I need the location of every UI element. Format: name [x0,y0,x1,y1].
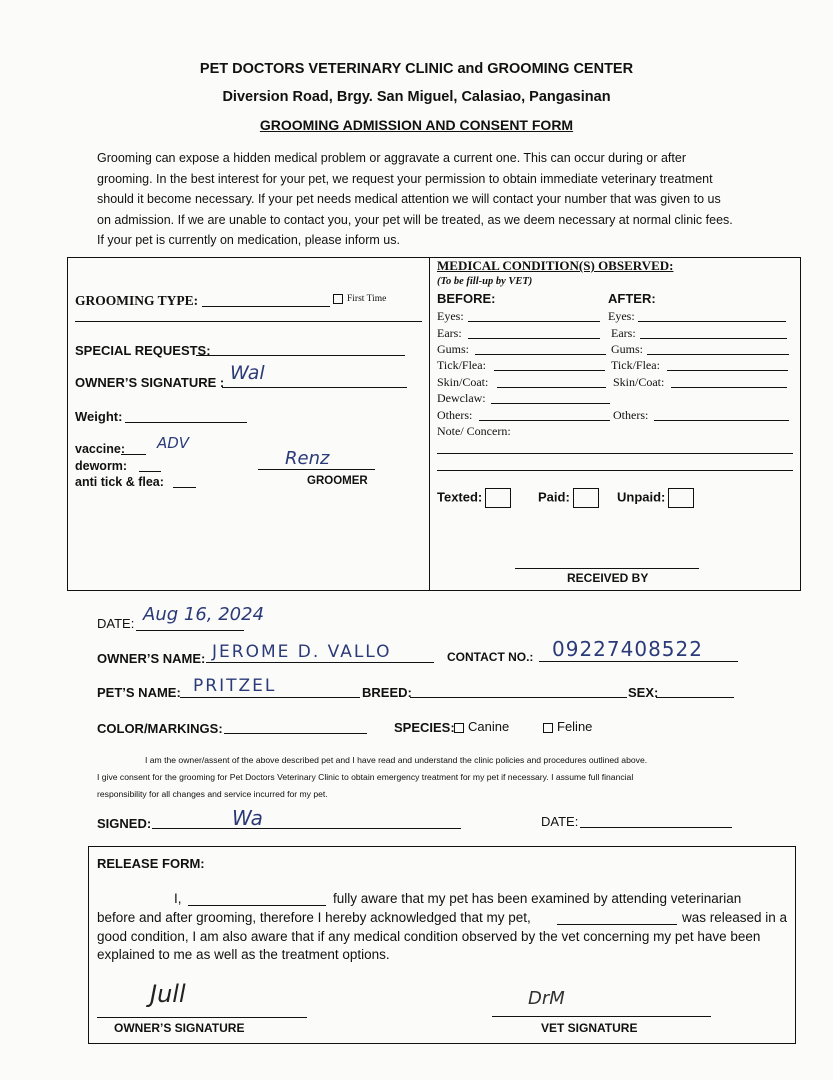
vaccine-field[interactable] [121,454,146,455]
medical-title: MEDICAL CONDITION(S) OBSERVED: [437,258,674,273]
release-form-box [88,846,796,1044]
intro-line: should it become necessary. If your pet needs medical attention we will contact your number that was given to us [97,192,721,206]
before-others: Others: [437,408,473,422]
box-divider [429,258,430,590]
unpaid-label: Unpaid: [617,489,666,505]
checkbox-icon[interactable] [454,723,464,733]
release-line3: good condition, I am also aware that if any medical condition observed by the vet concerning my pet have been [97,929,761,944]
before-skin-field[interactable] [497,387,606,388]
consent-line: responsibility for all changes and service incurred for my pet. [97,789,328,799]
release-line2: before and after grooming, therefore I hereby acknowledged that my pet, [97,910,531,925]
signed-date-label: DATE: [541,814,579,829]
consent-paragraph [97,752,757,803]
date-field[interactable] [136,630,244,631]
release-line1: fully aware that my pet has been examined by attending veterinarian [333,891,742,906]
feline-label: Feline [557,719,593,734]
sex-field[interactable] [656,697,734,698]
form-title: GROOMING ADMISSION AND CONSENT FORM [259,117,574,133]
after-tick: Tick/Flea: [611,358,660,372]
contact-handwriting: 09227408522 [552,637,703,661]
before-ears-field[interactable] [468,338,600,339]
pet-name-field[interactable] [180,697,360,698]
date-label: DATE: [97,616,135,631]
first-time-checkbox[interactable] [333,294,386,304]
grooming-type-field[interactable] [202,306,330,307]
before-tick: Tick/Flea: [437,358,486,372]
before-dewclaw-field[interactable] [491,403,610,404]
after-tick-field[interactable] [667,370,788,371]
pet-name-label: PET’S NAME: [97,685,181,700]
paid-checkbox[interactable] [538,488,599,508]
clinic-name: PET DOCTORS VETERINARY CLINIC and GROOMING CENTER [199,61,634,77]
after-eyes-field[interactable] [638,321,786,322]
anti-tick-label: anti tick & flea: [75,475,164,489]
groomer-handwriting: Renz [285,448,330,469]
after-others-field[interactable] [654,420,789,421]
color-label: COLOR/MARKINGS: [97,721,223,736]
release-pet-field[interactable] [557,924,677,925]
before-others-field[interactable] [479,420,610,421]
checkbox-icon[interactable] [543,723,553,733]
owner-name-field[interactable] [206,662,434,663]
sex-label: SEX: [628,685,659,700]
note-concern-label: Note/ Concern: [437,424,511,438]
breed-label: BREED: [362,685,412,700]
owner-signature-handwriting: Wal [230,362,265,384]
weight-field[interactable] [125,422,247,423]
canine-label: Canine [468,719,510,734]
deworm-field[interactable] [139,471,161,472]
after-gums-field[interactable] [647,354,789,355]
owner-signature-line[interactable] [97,1017,307,1018]
before-eyes: Eyes: [437,309,464,323]
canine-option[interactable] [454,719,509,734]
owner-name-label: OWNER’S NAME: [97,651,206,666]
release-line2-end: was released in a [682,910,788,925]
before-gums: Gums: [437,342,470,356]
anti-tick-field[interactable] [173,487,196,488]
before-gums-field[interactable] [475,354,606,355]
texted-label: Texted: [437,489,483,505]
color-field[interactable] [224,733,367,734]
vet-signature-line[interactable] [492,1016,711,1017]
vet-signature-caption: VET SIGNATURE [541,1021,638,1035]
grooming-type-label: GROOMING TYPE: [75,293,199,308]
received-by-label: RECEIVED BY [567,571,649,585]
intro-line: If your pet is currently on medication, please inform us. [97,233,400,247]
vaccine-handwriting: ADV [157,434,190,452]
after-skin-field[interactable] [671,387,787,388]
after-gums: Gums: [611,342,644,356]
before-heading: BEFORE: [437,291,496,306]
feline-option[interactable] [543,719,592,734]
before-skin: Skin/Coat: [437,375,489,389]
checkbox-icon[interactable] [333,294,343,304]
checkbox-icon[interactable] [573,488,599,508]
texted-checkbox[interactable] [437,488,511,508]
first-time-label: First Time [347,294,387,305]
intro-line: grooming. In the best interest for your pet, we request your permission to obtain immediate veterinary treatment [97,171,713,186]
before-ears: Ears: [437,326,462,340]
contact-label: CONTACT NO.: [447,650,534,664]
medical-subtitle: (To be fill-up by VET) [437,276,533,287]
weight-label: Weight: [75,409,123,424]
owner-name-handwriting: JEROME D. VALLO [212,642,392,662]
received-by-line[interactable] [515,568,699,569]
owner-signature-label: OWNER’S SIGNATURE : [75,375,225,390]
groomer-label: GROOMER [307,475,368,487]
date-handwriting: Aug 16, 2024 [143,604,265,625]
consent-line: I am the owner/assent of the above described pet and I have read and understand the clinic policies and procedures outlined above. [145,755,648,765]
after-ears-field[interactable] [640,338,787,339]
paid-label: Paid: [538,489,570,505]
before-tick-field[interactable] [494,370,605,371]
after-ears: Ears: [611,326,636,340]
special-requests-label: SPECIAL REQUESTS: [75,343,211,358]
checkbox-icon[interactable] [668,488,694,508]
release-title: RELEASE FORM: [97,856,205,871]
species-label: SPECIES: [394,720,455,735]
after-heading: AFTER: [608,291,656,306]
special-requests-field[interactable] [196,355,405,356]
release-vet-handwriting: DrM [528,988,565,1009]
checkbox-icon[interactable] [485,488,511,508]
intro-line: on admission. If we are unable to contact you, your pet will be treated, as we deem necessary at normal clinic fees. [97,212,733,227]
owner-signature-field[interactable] [222,387,407,388]
clinic-address: Diversion Road, Brgy. San Miguel, Calasiao, Pangasinan [222,89,611,105]
note-line-2[interactable] [437,470,793,471]
release-owner-handwriting: Jull [150,980,186,1008]
unpaid-checkbox[interactable] [617,488,694,508]
signed-handwriting: Wa [232,806,263,830]
signed-date-field[interactable] [580,827,732,828]
consent-line: I give consent for the grooming for Pet Doctors Veterinary Clinic to obtain emergency treatment for my pet if necessary. I assume full financial [97,772,634,782]
intro-paragraph [97,148,747,251]
release-name-field[interactable] [188,905,326,906]
breed-field[interactable] [410,697,627,698]
owner-signature-caption: OWNER’S SIGNATURE [114,1021,245,1035]
deworm-label: deworm: [75,459,128,473]
groomer-signature-line[interactable] [258,469,375,470]
note-line-1[interactable] [437,453,793,454]
before-eyes-field[interactable] [468,321,600,322]
after-others: Others: [613,408,649,422]
after-skin: Skin/Coat: [613,375,665,389]
contact-field[interactable] [539,661,738,662]
grooming-type-line2[interactable] [75,321,422,322]
vaccine-label: vaccine: [75,442,126,456]
before-dewclaw: Dewclaw: [437,391,486,405]
signed-field[interactable] [152,828,461,829]
release-i: I, [174,891,182,906]
signed-label: SIGNED: [97,816,152,831]
after-eyes: Eyes: [608,309,635,323]
pet-name-handwriting: PRITZEL [193,676,277,696]
release-line4: explained to me as well as the treatment options. [97,947,390,962]
intro-line: Grooming can expose a hidden medical problem or aggravate a current one. This can occur during or after [97,151,686,165]
